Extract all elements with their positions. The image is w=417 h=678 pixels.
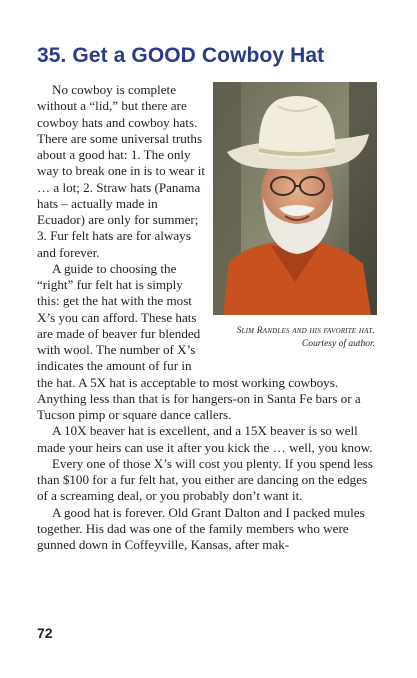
paragraph: A guide to choosing the “right” fur felt hat is simply this: get the hat with the most X’s you can afford. These hats are made of beaver fur blended with wool. The number of X’s indicates the amount of fur in the hat. A 5X hat is acceptable to most working cowboys. Anything less than that is for hangers-on in Santa Fe bars or a Tucson pimp or square dance callers. (37, 260, 361, 422)
caption-name: Slim Randles and his favorite hat. (236, 326, 375, 336)
chapter-title: 35. Get a GOOD Cowboy Hat (37, 44, 325, 67)
photo-caption (213, 325, 377, 351)
paragraph: No cowboy is complete without a “lid,” but there are cowboy hats and cowboy hats. There are some universal truths about a good hat: 1. The only way to break one in is to wear it … a lot; 2. Straw hats (Panama hats – actually made in Ecuador) are only for summer; 3. Fur felt hats are for always and forever. (37, 82, 205, 260)
page-number: 72 (37, 625, 53, 641)
paragraph: A good hat is forever. Old Grant Dalton and I packed mules together. His dad was one of the family members who were gunned down in Coffeyville, Kansas, after mak- (37, 504, 365, 552)
paragraph: A 10X beaver hat is excellent, and a 15X beaver is so well made your heirs can use it after you kick the … well, you know. (37, 423, 373, 455)
caption-credit: Courtesy of author. (301, 339, 375, 349)
figure (213, 82, 377, 351)
author-photo (213, 82, 377, 315)
body-text (37, 82, 377, 553)
paragraph: Every one of those X’s will cost you plenty. If you spend less than $100 for a fur felt hat, you either are dancing on the edges of a screaming deal, or you probably don’t want it. (37, 455, 373, 504)
